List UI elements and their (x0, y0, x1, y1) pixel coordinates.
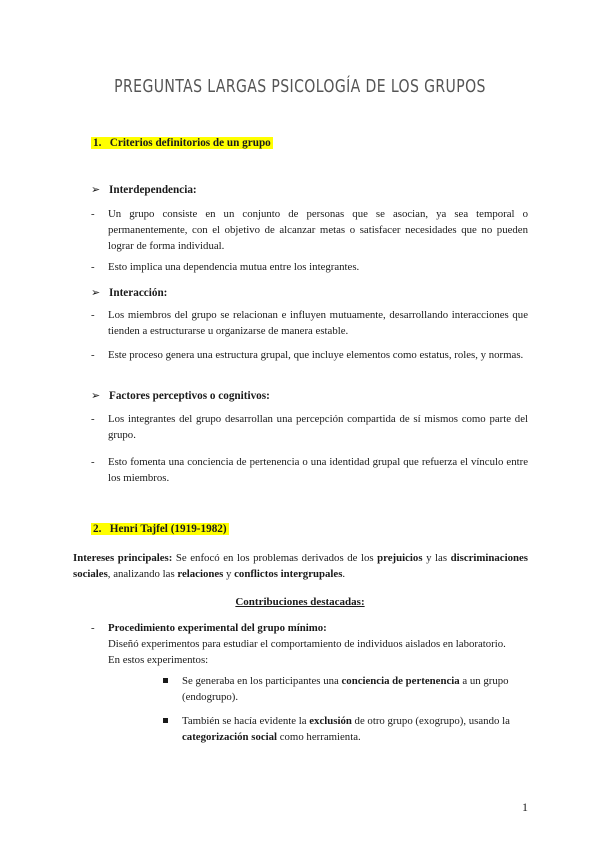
section-2-heading (91, 523, 229, 535)
section-1-heading (91, 137, 273, 149)
procedure-label: Procedimiento experimental del grupo mínimo: (108, 622, 327, 634)
dash-bullet: - (91, 622, 95, 634)
arrow-bullet-icon: ➢ (91, 286, 101, 299)
arrow-bullet-icon: ➢ (91, 389, 101, 402)
section-2-title: Henri Tajfel (1919-1982) (109, 523, 227, 535)
dash-bullet: - (91, 261, 95, 273)
list-item: Se generaba en los participantes una conciencia de pertenencia a un grupo (endogrupo). (163, 673, 528, 705)
list-item: - Un grupo consiste en un conjunto de personas que se asocian, ya sea temporal o permanentemente, con el objetivo de alcanzar metas o satisfacer necesidades que no pueden lograr de forma individual. (91, 208, 528, 252)
procedure-item (91, 620, 528, 668)
section-2-number: 2. (93, 523, 102, 535)
procedure-line-2: En estos experimentos: (108, 654, 209, 666)
list-item: - Esto fomenta una conciencia de pertenencia o una identidad grupal que refuerza el vínculo entre los miembros. (91, 456, 528, 484)
arrow-bullet-icon: ➢ (91, 183, 101, 196)
document-title: PREGUNTAS LARGAS PSICOLOGÍA DE LOS GRUPOS (114, 76, 486, 97)
criterion-interdependencia: ➢ Interdependencia: (91, 183, 197, 196)
square-bullet-icon (163, 678, 168, 683)
dash-bullet: - (91, 413, 95, 425)
page-number: 1 (522, 800, 528, 814)
list-item: - Esto implica una dependencia mutua entre los integrantes. (91, 261, 360, 273)
section-1-number: 1. (93, 137, 102, 149)
criterion-factores-perceptivos: ➢ Factores perceptivos o cognitivos: (91, 389, 270, 402)
section-1-title: Criterios definitorios de un grupo (109, 137, 271, 149)
list-item: - Los miembros del grupo se relacionan e influyen mutuamente, desarrollando interacciones que tienden a estructurarse u organizarse de manera estable. (91, 309, 528, 337)
dash-bullet: - (91, 309, 95, 321)
square-bullet-icon (163, 718, 168, 723)
list-item: - Este proceso genera una estructura grupal, que incluye elementos como estatus, roles, y normas. (91, 349, 524, 361)
dash-bullet: - (91, 349, 95, 361)
interests-paragraph: Intereses principales: Se enfocó en los problemas derivados de los prejuicios y las discriminaciones sociales, analizando las relaciones y conflictos intergrupales. (73, 552, 529, 580)
dash-bullet: - (91, 456, 95, 468)
procedure-line-1: Diseñó experimentos para estudiar el comportamiento de individuos aislados en laboratorio. (108, 638, 506, 650)
criterion-interaccion: ➢ Interacción: (91, 286, 168, 299)
list-item: - Los integrantes del grupo desarrollan una percepción compartida de sí mismos como parte del grupo. (91, 413, 528, 441)
dash-bullet: - (91, 208, 95, 220)
list-item: También se hacía evidente la exclusión de otro grupo (exogrupo), usando la categorización social como herramienta. (163, 713, 528, 745)
contributions-heading: Contribuciones destacadas: (235, 596, 365, 608)
